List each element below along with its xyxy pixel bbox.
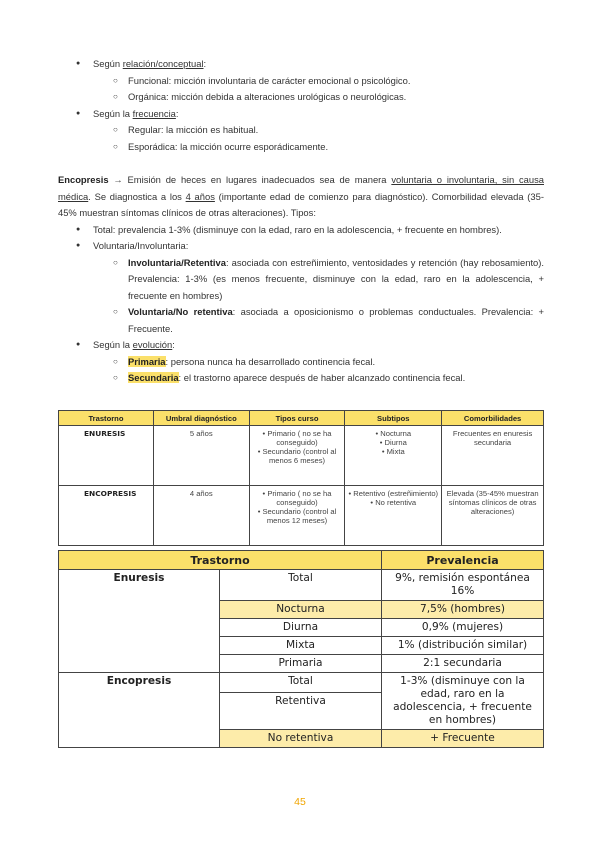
table-header: Prevalencia [382,551,544,570]
list-item: ○ Esporádica: la micción ocurre esporádicamente. [58,139,544,156]
table-row: ENURESIS 5 años • Primario ( no se ha conseguido) • Secundario (control al menos 6 meses) • Nocturna • Diurna • Mixta Frecuentes en enuresis secundaria [59,426,544,486]
table-header: Trastorno [59,411,154,426]
table-row: Retentiva [59,693,544,730]
table-row: Diurna 0,9% (mujeres) [59,619,544,637]
list-item: ● Voluntaria/Involuntaria: [58,238,544,255]
classification-list [58,56,544,155]
encopresis-paragraph: Encopresis → Emisión de heces en lugares inadecuados sea de manera voluntaria o involuntaria, sin causa médica. Se diagnostica a los 4 años (importante edad de comienzo para diagnóstico). Comorbilidad elevada (35-45% muestran síntomas clínicos de otras alteraciones). Tipos: [58,174,544,218]
encopresis-types-list [58,222,544,387]
table-row: Enuresis Total 9%, remisión espontánea 16% [59,570,544,601]
page-number: 45 [294,796,306,808]
link-frecuencia: frecuencia [132,107,176,119]
list-item: ○ Orgánica: micción debida a alteraciones urológicas o neurológicas. [58,89,544,106]
document-body [58,56,544,387]
list-item: ● Según la evolución: [58,337,544,354]
list-item: ○ Regular: la micción es habitual. [58,122,544,139]
table-row: Encopresis Total 1-3% (disminuye con la edad, raro en la adolescencia, + frecuente en hombres) [59,673,544,693]
table-row: No retentiva + Frecuente [59,730,544,748]
list-item: ● Según relación/conceptual: [58,56,544,73]
list-item: ● Según la frecuencia: [58,106,544,123]
table-header: Subtipos [345,411,442,426]
table-row: Mixta 1% (distribución similar) [59,637,544,655]
table-row: Primaria 2:1 secundaria [59,655,544,673]
table-row: Nocturna 7,5% (hombres) [59,601,544,619]
list-item: ○ Primaria: persona nunca ha desarrollado continencia fecal. [58,354,544,371]
table-row: ENCOPRESIS 4 años • Primario ( no se ha conseguido) • Secundario (control al menos 12 meses) • Retentivo (estreñimiento) • No retentiva Elevada (35-45% muestran síntomas clínicos de otras alteraciones) [59,486,544,546]
list-item: ○ Involuntaria/Retentiva: asociada con estreñimiento, ventosidades y retención (hay rebosamiento). Prevalencia: 1-3% (es menos frecuente, disminuye con la edad, raro en la adolescencia, + frecuente en hombres) [58,255,544,305]
list-item: ○ Voluntaria/No retentiva: asociada a oposicionismo o problemas conductuales. Prevalencia: + Frecuente. [58,304,544,337]
link-relacion: relación/conceptual [122,58,204,69]
table-header: Trastorno [59,551,382,570]
list-item: ○ Secundaria: el trastorno aparece después de haber alcanzado continencia fecal. [58,370,544,387]
table-header: Tipos curso [249,411,345,426]
prevalence-table [58,550,544,748]
list-item: ○ Funcional: micción involuntaria de carácter emocional o psicológico. [58,73,544,90]
list-item: ● Total: prevalencia 1-3% (disminuye con la edad, raro en la adolescencia, + frecuente en hombres). [58,222,544,239]
table-header: Umbral diagnóstico [153,411,249,426]
table-header: Comorbilidades [442,411,544,426]
disorders-summary-table [58,410,544,546]
